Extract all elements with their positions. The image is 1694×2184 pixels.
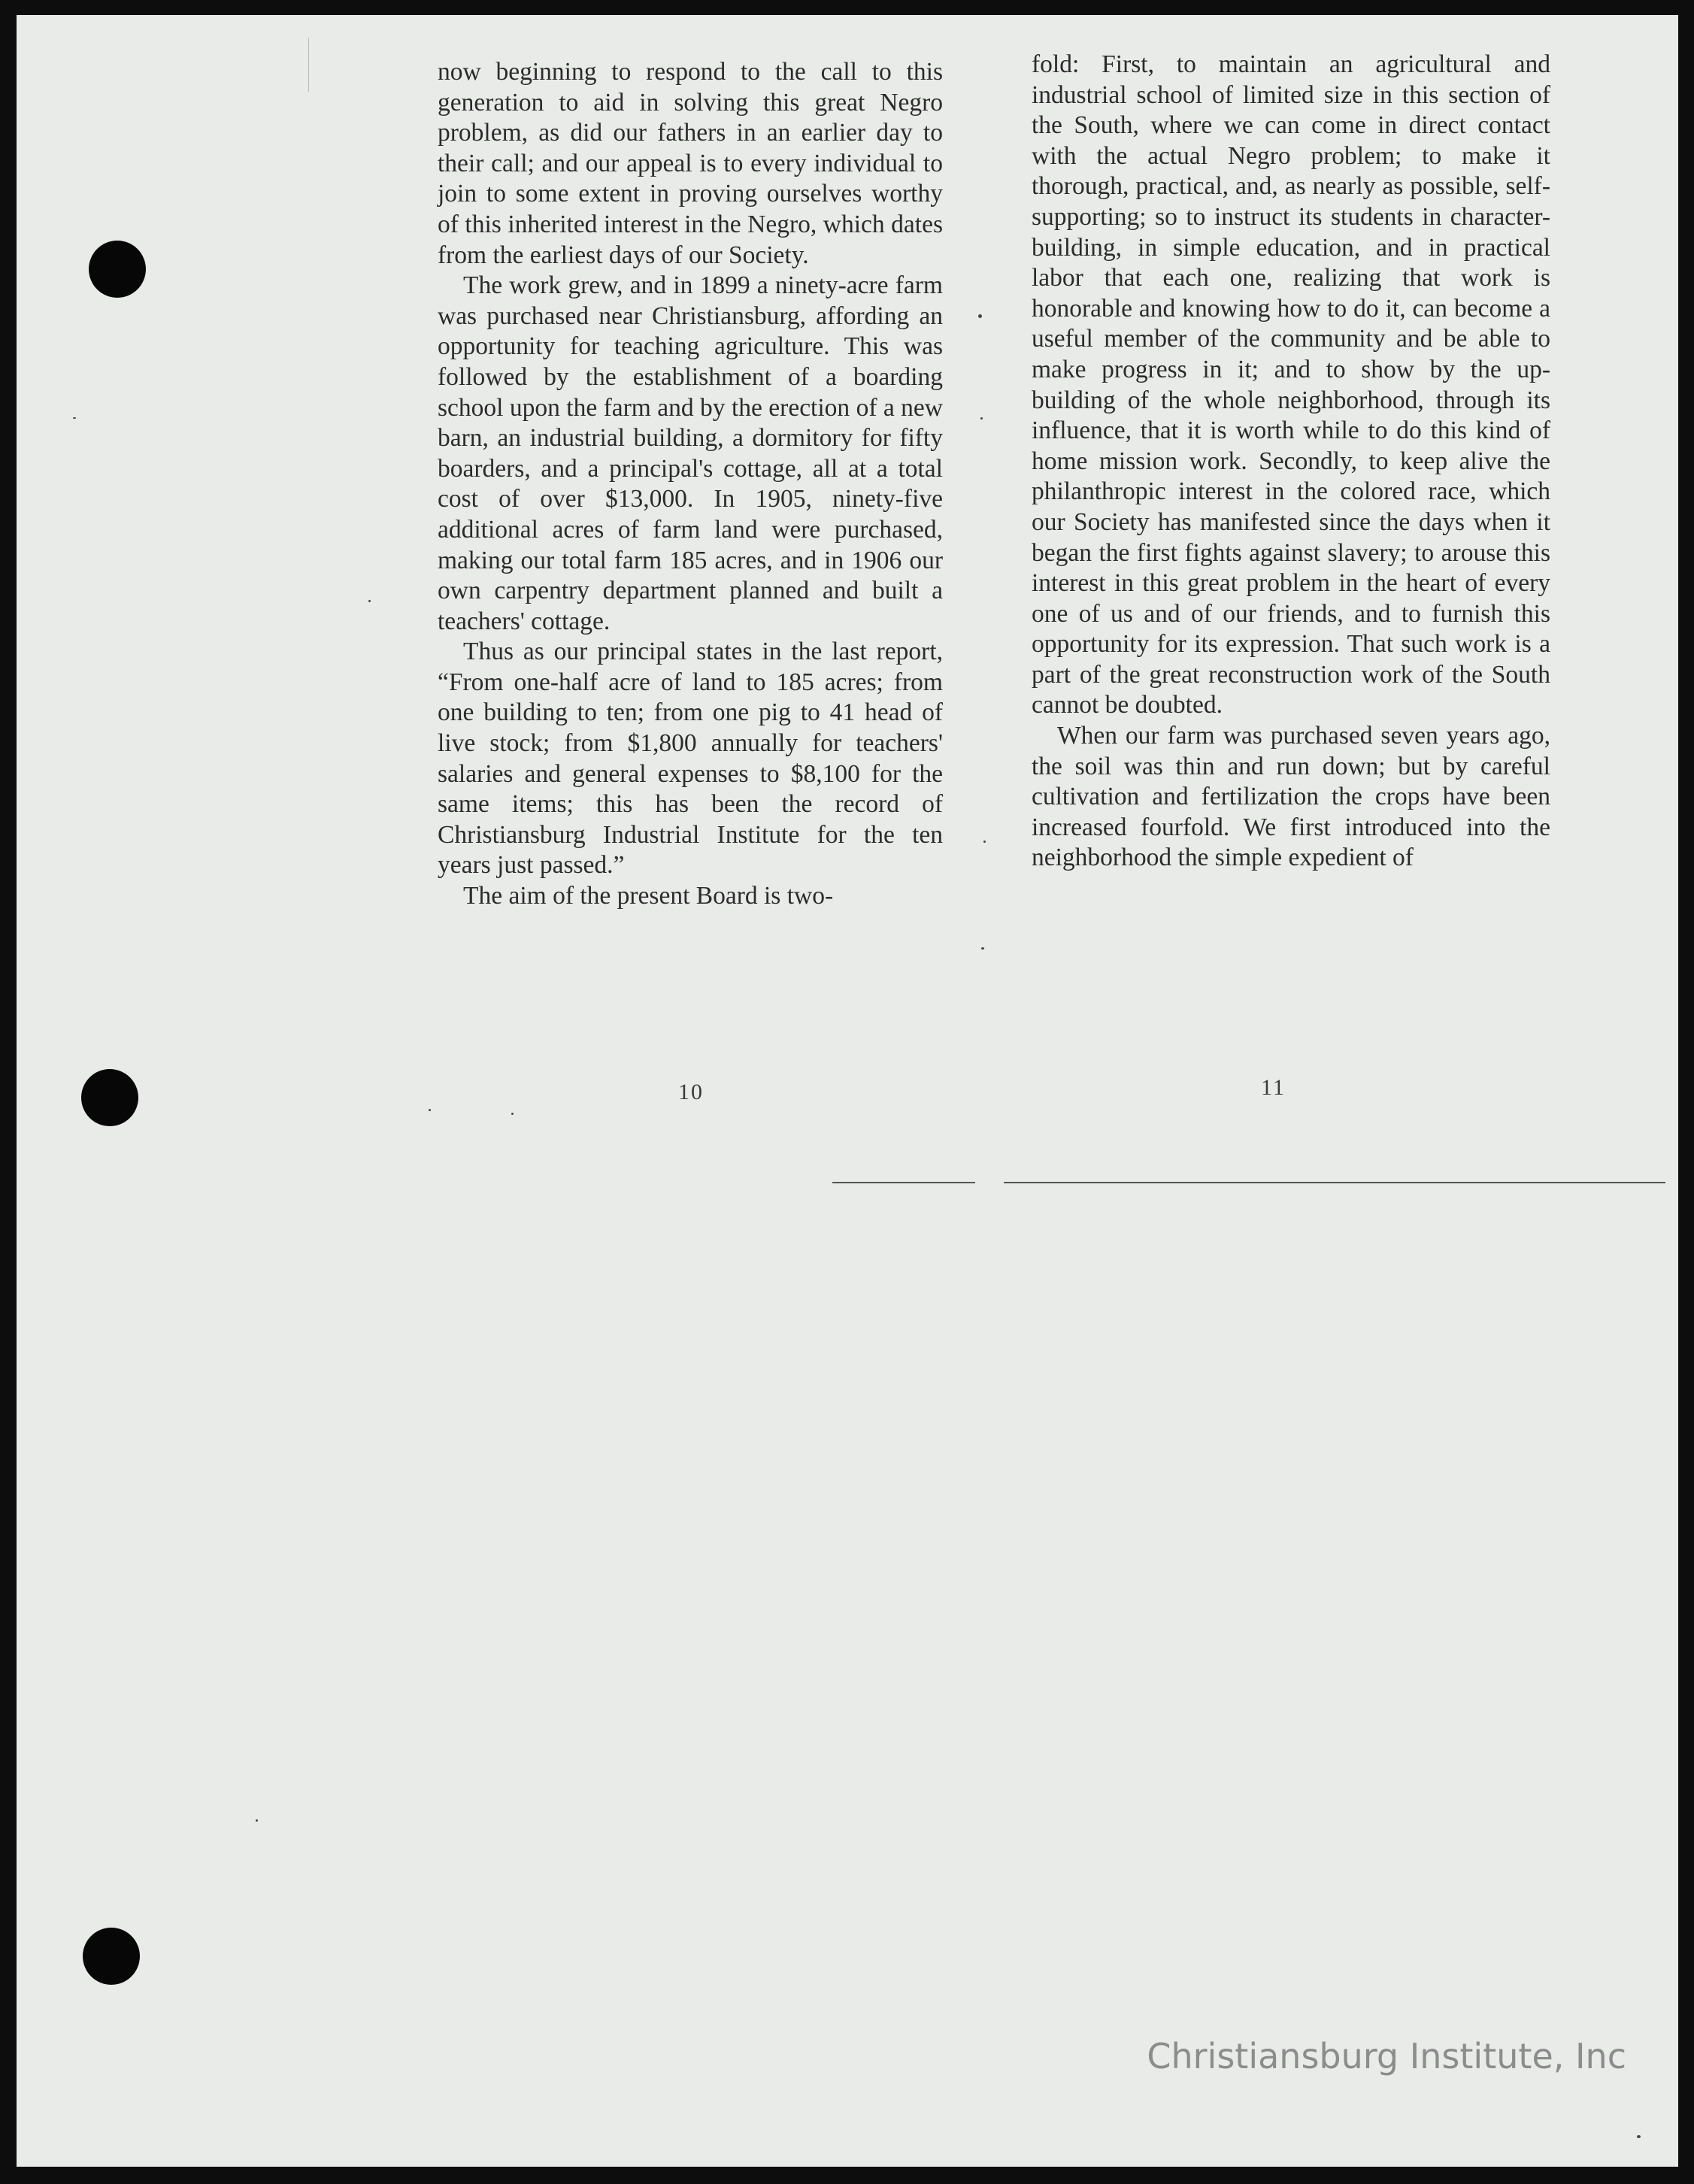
scan-speck: [978, 314, 982, 318]
scan-speck: [368, 600, 371, 602]
punch-hole-middle: [81, 1069, 138, 1126]
right-page-number: 11: [1261, 1075, 1286, 1100]
left-paragraph-3: Thus as our principal states in the last report, “From one-half acre of land to 185 acres; from one building to ten; from one pig to 41 head of live stock; from $1,800 annually for teachers' salaries and general expenses to $8,100 for the same items; this has been the record of Christiansburg Industrial Institute for the ten years just passed.”: [438, 638, 943, 880]
left-page-number: 10: [678, 1080, 704, 1104]
scan-speck: [429, 1109, 431, 1111]
margin-fold-line: [308, 38, 309, 92]
punch-hole-top: [89, 241, 146, 298]
scan-speck: [256, 1819, 258, 1822]
paper-sheet: [17, 15, 1678, 2167]
scan-speck: [73, 417, 76, 419]
right-paragraph-2: When our farm was purchased seven years ago, the soil was thin and run down; but by careful cultivation and fertilization the crops have been increased fourfold. We first introduced into the neighborhood the simple expedient of: [1032, 722, 1550, 872]
scan-speck: [1637, 2135, 1641, 2138]
left-paragraph-1: now beginning to respond to the call to this generation to aid in solving this great Negro problem, as did our fathers in an earlier day to their call; and our appeal is to every individual to join to some extent in proving ourselves worthy of this inherited interest in the Negro, which dates from the earliest days of our Society.: [438, 58, 943, 269]
left-paragraph-2: The work grew, and in 1899 a ninety-acre farm was purchased near Christiansburg, affording an opportunity for teaching agriculture. This was followed by the establishment of a boarding school upon the farm and by the erection of a new barn, an industrial building, a dormitory for fifty boarders, and a principal's cottage, all at a total cost of over $13,000. In 1905, ninety-five additional acres of farm land were purchased, making our total farm 185 acres, and in 1906 our own carpentry department planned and built a teachers' cottage.: [438, 271, 943, 635]
scan-speck: [511, 1113, 514, 1115]
left-page-bottom-edge: [832, 1182, 975, 1183]
scan-speck: [981, 947, 984, 950]
left-paragraph-4: The aim of the present Board is two-: [463, 882, 834, 910]
right-page-bottom-edge: [1004, 1182, 1665, 1183]
left-page-text: [438, 57, 943, 912]
scan-speck: [980, 417, 983, 420]
right-page-text: [1032, 50, 1550, 874]
punch-hole-bottom: [83, 1928, 140, 1985]
scan-speck: [983, 841, 986, 843]
archive-watermark: Christiansburg Institute, Inc: [1147, 2036, 1626, 2076]
right-paragraph-1: fold: First, to maintain an agricultural and industrial school of limited size in this section of the South, where we can come in direct contact with the actual Negro problem; to make it thorough, practical, and, as nearly as possible, self-supporting; so to instruct its students in character-building, in simple education, and in practical labor that each one, realizing that work is honorable and knowing how to do it, can become a useful member of the community and be able to make progress in it; and to show by the up-building of the whole neighborhood, through its influence, that it is worth while to do this kind of home mission work. Secondly, to keep alive the philanthropic interest in the colored race, which our Society has manifested since the days when it began the first fights against slavery; to arouse this interest in this great problem in the heart of every one of us and of our friends, and to furnish this opportunity for its expression. That such work is a part of the great reconstruction work of the South cannot be doubted.: [1032, 50, 1550, 719]
